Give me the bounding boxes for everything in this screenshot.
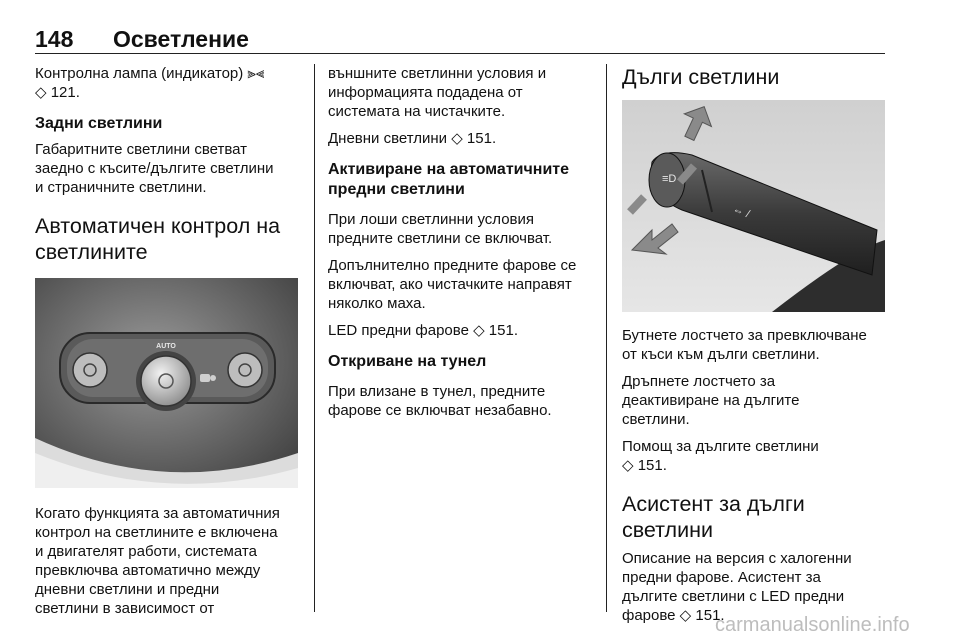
column-divider-1 — [314, 64, 315, 612]
stalk-symbol-rear: ⇔ / — [730, 203, 752, 221]
light-switch-illustration — [35, 278, 298, 488]
column-2 — [328, 64, 590, 420]
column-3 — [622, 64, 884, 625]
pull-stalk-text: Дръпнете лостчето за деактивиране на дългите светлини. — [622, 373, 800, 428]
low-light-text: При лоши светлинни условия предните светлини се включват. — [328, 211, 553, 247]
column-divider-2 — [606, 64, 607, 612]
stalk-symbol-front: ≡D — [662, 173, 677, 185]
watermark: carmanualsonline.info — [715, 614, 910, 636]
heading-high-beam: Дълги светлини — [622, 65, 780, 89]
column-1 — [35, 64, 300, 618]
daytime-lights-reference[interactable]: Дневни светлини ◇ 151. — [328, 130, 497, 147]
page-title: Осветление — [113, 26, 249, 52]
page-reference-link[interactable]: ◇ 121. — [35, 84, 80, 101]
stalk-illustration — [622, 100, 885, 312]
assist-description-text: Описание на версия с халогенни предни фарове. Асистент за дългите светлини с LED предни фарове ◇ 151. — [622, 550, 852, 624]
light-switch-figure — [35, 278, 298, 488]
tunnel-text: При влизане в тунел, предните фарове се включват незабавно. — [328, 383, 552, 419]
heading-rear-lights: Задни светлини — [35, 115, 163, 132]
wiper-text: Допълнително предните фарове се включват, ако чистачките направят няколко маха. — [328, 257, 577, 312]
page-number: 148 — [35, 26, 74, 52]
heading-high-beam-assist: Асистент за дълги светлини — [622, 492, 805, 542]
heading-tunnel-detection: Откриване на тунел — [328, 353, 487, 370]
continuation-text: външните светлинни условия и информацията подадена от системата на чистачките. — [328, 65, 547, 120]
push-stalk-text: Бутнете лостчето за превключване от къси към дълги светлини. — [622, 327, 867, 363]
auto-label: AUTO — [156, 343, 176, 350]
high-beam-assist-reference: Помощ за дългите светлини ◇ 151. — [622, 438, 819, 474]
automatic-control-text: Когато функцията за автоматичния контрол на светлините е включена и двигателят работи, системата превключва автоматично между дневни светлини и предни светлини в зависимост от — [35, 505, 280, 617]
high-beam-stalk-figure — [622, 100, 885, 312]
heading-activate-auto-lights: Активиране на автоматичните предни светлини — [328, 161, 570, 198]
heading-automatic-light-control: Автоматичен контрол на светлините — [35, 214, 281, 264]
page-header — [35, 26, 885, 52]
indicator-text: Контролна лампа (индикатор) ⫸⫷ ◇ 121. — [35, 65, 265, 101]
page-reference-link[interactable]: ◇ 151. — [622, 457, 667, 474]
rear-lights-text: Габаритните светлини светват заедно с късите/дългите светлини и страничните светлини. — [35, 141, 274, 196]
header-rule — [35, 53, 885, 54]
led-headlights-reference[interactable]: LED предни фарове ◇ 151. — [328, 322, 518, 339]
